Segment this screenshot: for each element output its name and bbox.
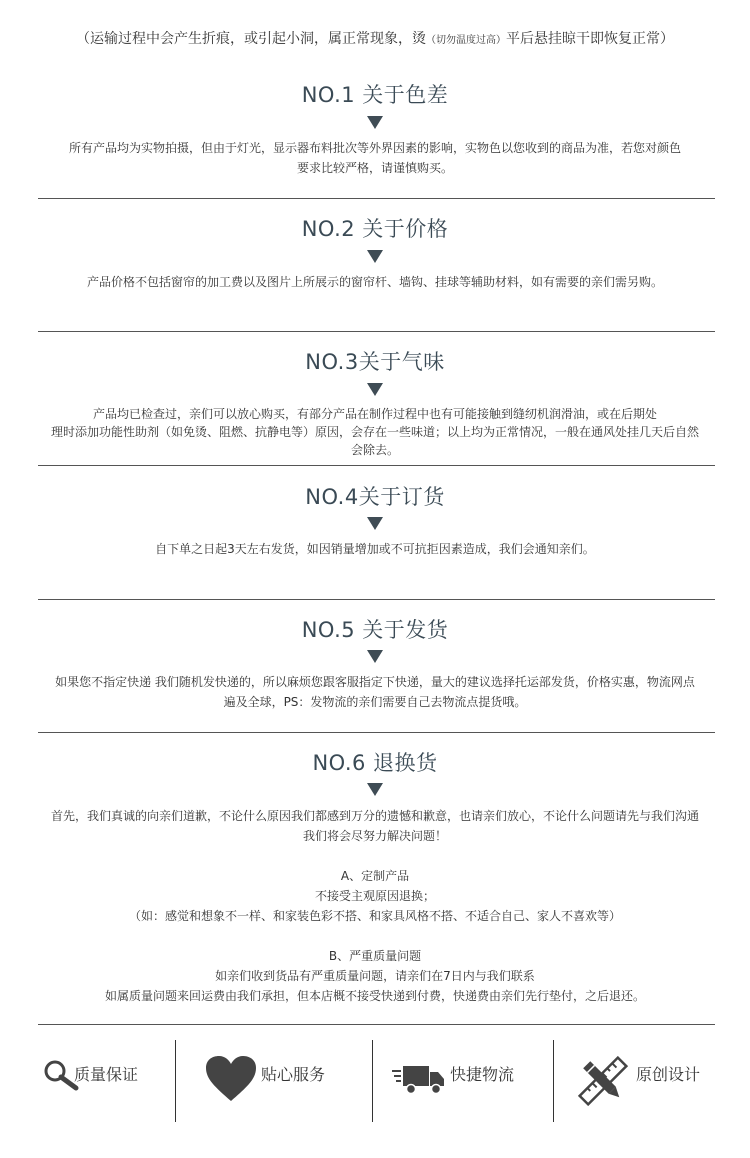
text-line: 如属质量问题来回运费由我们承担，但本店概不接受快递到付费，快递费由亲们先行垫付，之后退还。 [104, 989, 645, 1003]
shipping-care-note [0, 28, 750, 48]
text-line: 遍及全球，PS：发物流的亲们需要自己去物流点提货哦。 [223, 695, 527, 709]
text-line: 会除去。 [350, 443, 399, 457]
section-divider [38, 1024, 715, 1025]
section-title-shipping: NO.5 关于发货 [301, 618, 449, 642]
text-line: B、严重质量问题 [328, 949, 422, 963]
text-line: 自下单之日起3天左右发货，如因销量增加或不可抗拒因素造成，我们会通知亲们。 [155, 542, 595, 556]
section-title-color-difference: NO.1 关于色差 [301, 83, 449, 107]
section-title-ordering: NO.4关于订货 [305, 485, 445, 509]
feature-label-logistics: 快捷物流 [450, 1065, 515, 1084]
text-line: 产品价格不包括窗帘的加工费以及图片上所展示的窗帘杆、墙钩、挂球等辅助材料，如有需要的亲们需另购。 [86, 275, 663, 289]
section-divider [38, 465, 715, 466]
text-line: 首先，我们真诚的向亲们道歉，不论什么原因我们都感到万分的遗憾和歉意，也请亲们放心，不论什么问题请先与我们沟通 [50, 809, 699, 823]
section-title-smell: NO.3关于气味 [305, 350, 445, 374]
section-text-color-difference [50, 138, 700, 178]
down-arrow-icon [367, 250, 383, 263]
section-text-ordering [50, 539, 700, 559]
feature-label-design: 原创设计 [636, 1065, 701, 1084]
section-divider [38, 599, 715, 600]
feature-label-quality: 质量保证 [74, 1065, 139, 1084]
text-line: 产品均已检查过，亲们可以放心购买，有部分产品在制作过程中也有可能接触到缝纫机润滑油，或在后期处 [92, 407, 657, 421]
text-line: 要求比较严格，请谨慎购买。 [296, 161, 453, 175]
pencil-ruler-icon [578, 1056, 628, 1110]
text-line: （如：感觉和想象不一样、和家装色彩不搭、和家具风格不搭、不适合自己、家人不喜欢等） [128, 909, 621, 923]
delivery-truck-icon [391, 1064, 445, 1100]
section-text-smell [50, 405, 700, 459]
section-text-price [50, 272, 700, 292]
down-arrow-icon [367, 517, 383, 530]
feature-divider [175, 1040, 176, 1122]
text-line: 不接受主观原因退换； [314, 889, 435, 903]
note-text-start: （运输过程中会产生折痕，或引起小洞，属正常现象，烫 [76, 31, 426, 47]
text-line: 如亲们收到货品有严重质量问题，请亲们在7日内与我们联系 [215, 969, 535, 983]
text-line: 如果您不指定快递 我们随机发快递的，所以麻烦您跟客服指定下快递，量大的建议选择托运部发货，价格实惠，物流网点 [55, 675, 695, 689]
text-line [50, 926, 700, 946]
text-line: 我们将会尽努力解决问题！ [302, 829, 447, 843]
section-divider [38, 198, 715, 199]
section-divider [38, 732, 715, 733]
section-divider [38, 331, 715, 332]
section-text-shipping [50, 672, 700, 712]
feature-divider [372, 1040, 373, 1122]
text-line: A、定制产品 [340, 869, 410, 883]
text-line: 理时添加功能性助剂（如免烫、阻燃、抗静电等）原因，会存在一些味道；以上均为正常情况，一般在通风处挂几天后自然 [50, 425, 699, 439]
down-arrow-icon [367, 383, 383, 396]
down-arrow-icon [367, 116, 383, 129]
section-text-returns [50, 806, 700, 1006]
text-line: 所有产品均为实物拍摄，但由于灯光，显示器布料批次等外界因素的影响，实物色以您收到的商品为准，若您对颜色 [68, 141, 681, 155]
heart-icon [205, 1055, 257, 1107]
down-arrow-icon [367, 650, 383, 663]
feature-divider [553, 1040, 554, 1122]
feature-label-service: 贴心服务 [261, 1065, 326, 1084]
note-small-text: （切勿温度过高） [426, 35, 506, 46]
text-line [50, 846, 700, 866]
note-text-end: 平后悬挂晾干即恢复正常） [506, 31, 674, 47]
section-title-price: NO.2 关于价格 [301, 217, 449, 241]
down-arrow-icon [367, 783, 383, 796]
section-title-returns: NO.6 退换货 [312, 751, 438, 775]
